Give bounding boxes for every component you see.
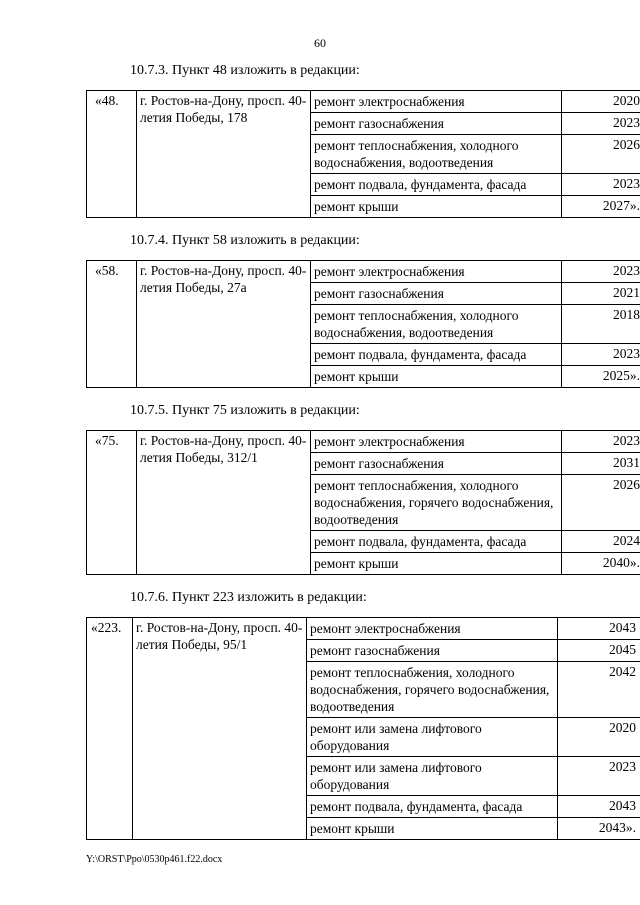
year-cell: 2023 [562, 431, 640, 453]
work-cell: ремонт газоснабжения [311, 453, 562, 475]
page-number: 60 [314, 36, 326, 50]
work-cell: ремонт подвала, фундамента, фасада [311, 531, 562, 553]
work-cell: ремонт газоснабжения [307, 640, 558, 662]
year-cell: 2026 [562, 475, 640, 531]
work-cell: ремонт подвала, фундамента, фасада [311, 174, 562, 196]
footer-file-path: Y:\ORST\Ppo\0530p461.f22.docx [86, 854, 223, 865]
repair-table [86, 617, 640, 840]
year-cell: 2018 [562, 305, 640, 344]
address-cell: г. Ростов-на-Дону, просп. 40-летия Победы, 27а [137, 261, 311, 388]
work-cell: ремонт крыши [311, 366, 562, 388]
year-cell: 2021 [562, 283, 640, 305]
work-cell: ремонт или замена лифтового оборудования [307, 757, 558, 796]
work-cell: ремонт электроснабжения [311, 431, 562, 453]
work-cell: ремонт электроснабжения [307, 618, 558, 640]
item-number: «48. [87, 91, 137, 218]
year-cell: 2023 [558, 757, 640, 796]
item-number: «223. [87, 618, 133, 840]
year-cell: 2023 [562, 174, 640, 196]
year-cell: 2027». [562, 196, 640, 218]
item-number: «75. [87, 431, 137, 575]
repair-table [86, 90, 640, 218]
address-cell: г. Ростов-на-Дону, просп. 40-летия Победы, 312/1 [137, 431, 311, 575]
work-cell: ремонт теплоснабжения, холодного водоснабжения, водоотведения [311, 305, 562, 344]
work-cell: ремонт газоснабжения [311, 113, 562, 135]
year-cell: 2025». [562, 366, 640, 388]
work-cell: ремонт крыши [311, 553, 562, 575]
work-cell: ремонт крыши [307, 818, 558, 840]
work-cell: ремонт электроснабжения [311, 261, 562, 283]
work-cell: ремонт теплоснабжения, холодного водоснабжения, водоотведения [311, 135, 562, 174]
work-cell: ремонт крыши [311, 196, 562, 218]
year-cell: 2045 [558, 640, 640, 662]
section-heading: 10.7.6. Пункт 223 изложить в редакции: [130, 590, 367, 605]
repair-table [86, 430, 640, 575]
section-heading: 10.7.3. Пункт 48 изложить в редакции: [130, 63, 360, 78]
work-cell: ремонт электроснабжения [311, 91, 562, 113]
address-cell: г. Ростов-на-Дону, просп. 40-летия Победы, 178 [137, 91, 311, 218]
year-cell: 2023 [562, 344, 640, 366]
work-cell: ремонт подвала, фундамента, фасада [311, 344, 562, 366]
work-cell: ремонт газоснабжения [311, 283, 562, 305]
year-cell: 2023 [562, 261, 640, 283]
section-heading: 10.7.4. Пункт 58 изложить в редакции: [130, 233, 360, 248]
year-cell: 2020 [558, 718, 640, 757]
work-cell: ремонт теплоснабжения, холодного водоснабжения, горячего водоснабжения, водоотведения [311, 475, 562, 531]
work-cell: ремонт теплоснабжения, холодного водоснабжения, горячего водоснабжения, водоотведения [307, 662, 558, 718]
year-cell: 2043 [558, 796, 640, 818]
address-cell: г. Ростов-на-Дону, просп. 40-летия Победы, 95/1 [133, 618, 307, 840]
year-cell: 2020 [562, 91, 640, 113]
year-cell: 2023 [562, 113, 640, 135]
year-cell: 2043 [558, 618, 640, 640]
section-heading: 10.7.5. Пункт 75 изложить в редакции: [130, 403, 360, 418]
year-cell: 2043». [558, 818, 640, 840]
year-cell: 2024 [562, 531, 640, 553]
year-cell: 2040». [562, 553, 640, 575]
item-number: «58. [87, 261, 137, 388]
work-cell: ремонт подвала, фундамента, фасада [307, 796, 558, 818]
year-cell: 2042 [558, 662, 640, 718]
repair-table [86, 260, 640, 388]
year-cell: 2026 [562, 135, 640, 174]
work-cell: ремонт или замена лифтового оборудования [307, 718, 558, 757]
year-cell: 2031 [562, 453, 640, 475]
